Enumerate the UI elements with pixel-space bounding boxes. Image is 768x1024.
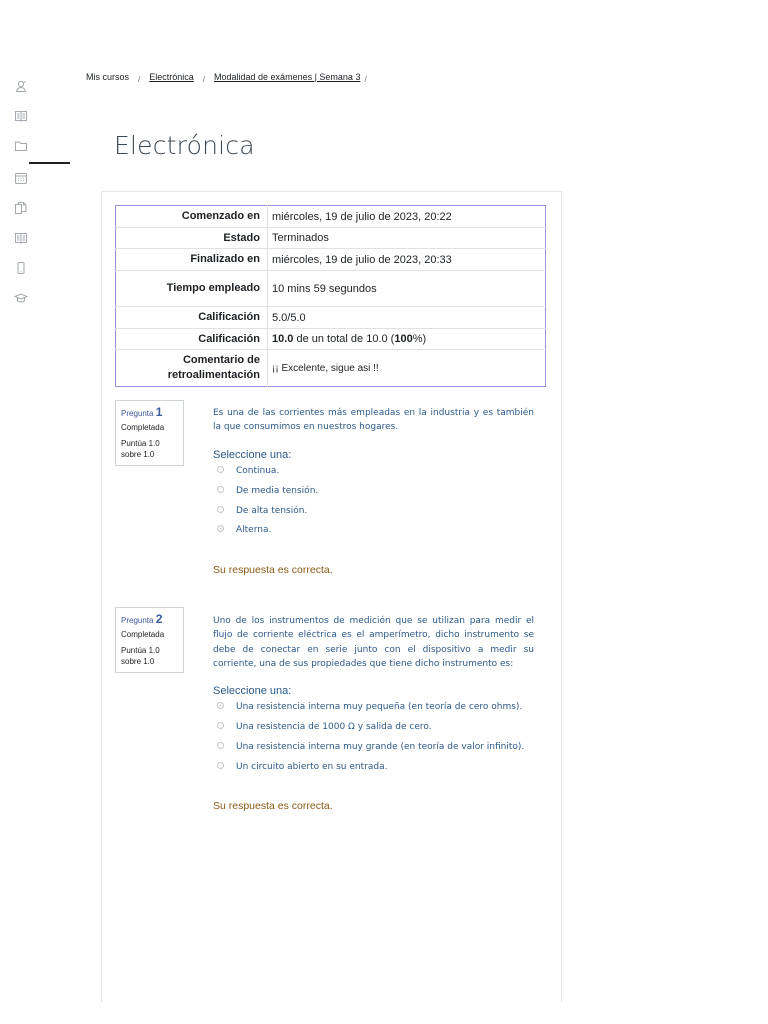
summary-value: 10 mins 59 segundos — [268, 271, 546, 307]
breadcrumb-separator: / — [138, 75, 141, 84]
copy-icon[interactable] — [14, 201, 28, 215]
radio-button-checked[interactable] — [217, 702, 224, 709]
question-mark: Puntúa 1.0 sobre 1.0 — [121, 439, 160, 459]
question-state: Completada — [121, 630, 165, 639]
answer-option[interactable] — [217, 466, 279, 476]
option-label: Alterna. — [236, 525, 272, 535]
radio-button[interactable] — [217, 722, 224, 729]
question-mark: Puntúa 1.0 sobre 1.0 — [121, 646, 160, 666]
question-number: 2 — [155, 612, 163, 626]
summary-label: Comenzado en — [181, 210, 260, 222]
mobile-icon[interactable] — [14, 261, 28, 275]
book-icon[interactable] — [14, 231, 28, 245]
question-label: Pregunta — [121, 616, 154, 625]
option-label: Una resistencia interna muy grande (en teoría de valor infinito). — [236, 742, 525, 752]
breadcrumb-quiz[interactable]: Modalidad de exámenes | Semana 3 — [214, 72, 361, 82]
breadcrumb-my-courses[interactable]: Mis cursos — [86, 72, 130, 82]
answer-option-selected[interactable] — [217, 702, 522, 712]
summary-row-state — [116, 228, 546, 249]
feedback-text: ¡¡ Excelente, sigue asi !! — [272, 363, 379, 374]
grade-total: de un total de 10.0 ( — [293, 333, 395, 345]
radio-button[interactable] — [217, 762, 224, 769]
answer-option[interactable] — [217, 486, 318, 496]
summary-value — [268, 329, 546, 350]
answer-prompt: Seleccione una: — [213, 449, 292, 461]
attempt-summary-table — [115, 205, 546, 387]
summary-value — [268, 350, 546, 387]
answer-option[interactable] — [217, 742, 524, 752]
summary-row-feedback — [116, 350, 546, 387]
summary-label: Estado — [116, 228, 268, 249]
grade-percent: 100 — [394, 333, 413, 345]
book-icon[interactable] — [14, 109, 28, 123]
summary-value: Terminados — [268, 228, 546, 249]
breadcrumb-separator: / — [202, 75, 206, 84]
summary-label: Finalizado en — [116, 249, 268, 271]
summary-label: Calificación — [116, 307, 268, 329]
summary-value: 5.0/5.0 — [268, 307, 546, 329]
question-info — [115, 607, 184, 673]
option-label: Una resistencia de 1000 Ω y salida de cero. — [236, 722, 432, 732]
question-number: 1 — [155, 405, 163, 419]
radio-button-checked[interactable] — [217, 525, 224, 532]
summary-row-finished — [116, 249, 546, 271]
summary-row-started — [116, 206, 546, 228]
radio-button[interactable] — [217, 506, 224, 513]
summary-row-marks — [116, 307, 546, 329]
answer-outcome: Su respuesta es correcta. — [213, 800, 333, 812]
question-info — [115, 400, 184, 466]
summary-label: Calificación — [116, 329, 268, 350]
answer-option[interactable] — [217, 762, 387, 772]
question-state: Completada — [121, 423, 165, 432]
radio-button[interactable] — [217, 742, 224, 749]
summary-value: miércoles, 19 de julio de 2023, 20:33 — [268, 249, 546, 271]
breadcrumb — [86, 72, 376, 82]
question-label: Pregunta — [121, 409, 154, 418]
option-label: De alta tensión. — [236, 506, 308, 516]
option-label: Un circuito abierto en su entrada. — [236, 762, 388, 772]
option-label: De media tensión. — [236, 486, 319, 496]
answer-outcome: Su respuesta es correcta. — [213, 564, 333, 576]
question-text: Es una de las corrientes más empleadas en la industria y es también la que consumimos en nuestros hogares. — [213, 408, 534, 433]
graduation-cap-icon[interactable] — [14, 291, 28, 305]
option-label: Continua. — [236, 466, 280, 476]
calendar-icon[interactable] — [14, 171, 28, 185]
breadcrumb-course[interactable]: Electrónica — [149, 72, 194, 82]
summary-value: miércoles, 19 de julio de 2023, 20:22 — [268, 206, 546, 228]
question-text: Uno de los instrumentos de medición que se utilizan para medir el flujo de corriente eléctrica es el amperímetro, dicho instrumento se debe de conectar en serie junto con el dispositivo a medir su corriente, una de sus propiedades que tiene dicho instrumento es: — [213, 616, 534, 669]
answer-option[interactable] — [217, 722, 432, 732]
summary-row-time-taken — [116, 271, 546, 307]
active-nav-indicator — [29, 162, 70, 164]
summary-row-grade — [116, 329, 546, 350]
radio-button[interactable] — [217, 486, 224, 493]
grade-score: 10.0 — [272, 333, 294, 345]
page-title: Electrónica — [114, 131, 255, 160]
radio-button[interactable] — [217, 466, 224, 473]
answer-option-selected[interactable] — [217, 525, 271, 535]
folder-icon[interactable] — [14, 139, 28, 153]
grade-percent-sign: %) — [412, 333, 427, 345]
breadcrumb-separator: / — [364, 75, 367, 84]
answer-option[interactable] — [217, 506, 307, 516]
summary-label: Tiempo empleado — [116, 271, 268, 307]
option-label: Una resistencia interna muy pequeña (en teoría de cero ohms). — [236, 702, 523, 712]
participants-icon[interactable] — [14, 79, 28, 93]
summary-label: Comentario de retroalimentación — [116, 350, 268, 387]
answer-prompt: Seleccione una: — [213, 685, 292, 697]
